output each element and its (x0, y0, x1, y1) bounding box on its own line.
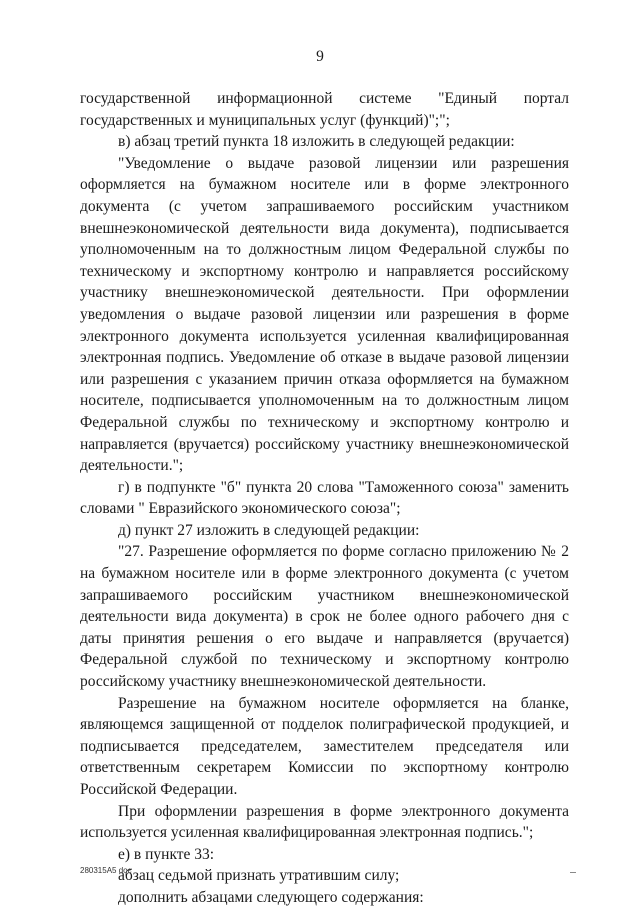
paragraph-point-27-quote: "27. Разрешение оформляется по форме согласно приложению № 2 на бумажном носителе или в форме электронного документа (с учетом запрашиваемого российским участником внешнеэкономической деятельности вида документа) в срок не более одного рабочего дня с даты принятия решения о его выдаче и направляется (вручается) Федеральной службой по техническому и экспортному контролю российскому участнику внешнеэкономической деятельности. (80, 543, 569, 691)
paragraph-electronic-permit: При оформлении разрешения в форме электронного документа используется усиленная квалифицированная электронная подпись."; (80, 802, 569, 842)
paragraph-paper-permit: Разрешение на бумажном носителе оформляется на бланке, являющемся защищенной от подделок полиграфической продукцией, и подписывается председателем, заместителем председателя или ответственным секретарем Комиссии по экспортному контролю Российской Федерации. (80, 694, 569, 798)
paragraph-add-paragraphs: дополнить абзацами следующего содержания: (118, 888, 424, 906)
page-number: 9 (316, 48, 324, 65)
paragraph-item-g: г) в подпункте "б" пункта 20 слова "Таможенного союза" заменить словами " Евразийского экономического союза"; (80, 478, 569, 518)
paragraph-item-v: в) абзац третий пункта 18 изложить в следующей редакции: (118, 133, 515, 151)
document-body (80, 88, 569, 909)
paragraph-notification-quote: "Уведомление о выдаче разовой лицензии или разрешения оформляется на бумажном носителе или в форме электронного документа (с учетом запрашиваемого российским участником внешнеэкономической деятельности вида документа), подписывается уполномоченным на то должностным лицом Федеральной службы по техническому и экспортному контролю и направляется российскому участнику внешнеэкономической деятельности. При оформлении уведомления о выдаче разовой лицензии или разрешения в форме электронного документа используется усиленная квалифицированная электронная подпись. Уведомление об отказе в выдаче разовой лицензии или разрешения с указанием причин отказа оформляется на бумажном носителе, подписывается уполномоченным на то должностным лицом Федеральной службы по техническому и экспортному контролю и направляется (вручается) российскому участнику внешнеэкономической деятельности."; (80, 154, 569, 475)
paragraph-item-e: е) в пункте 33: (118, 845, 215, 863)
paragraph-seventh-void: абзац седьмой признать утратившим силу; (118, 867, 400, 885)
paragraph-continuation: государственной информационной системе "Единый портал государственных и муниципальных услуг (функций)";"; (80, 90, 569, 129)
footer-file-code: 280315A5 doc (80, 866, 132, 875)
paragraph-item-d: д) пункт 27 изложить в следующей редакции: (118, 521, 420, 539)
footer-mark (570, 872, 576, 873)
